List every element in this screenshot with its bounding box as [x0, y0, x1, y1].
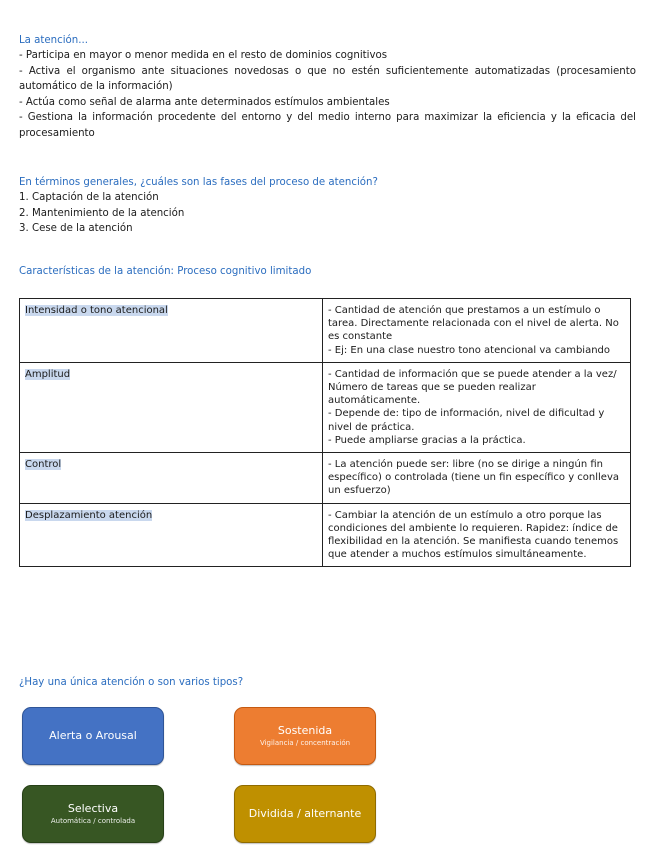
- table-row: [20, 362, 631, 452]
- row-label: Desplazamiento atención: [25, 509, 153, 521]
- section-heading: Características de la atención: Proceso cognitivo limitado: [19, 266, 312, 277]
- row-label: Control: [25, 459, 62, 471]
- attention-type-alerta-box: [22, 707, 164, 765]
- row-description-cell: [323, 453, 631, 504]
- box-title: Sostenida: [277, 724, 333, 737]
- row-description-cell: [323, 503, 631, 567]
- bullet-line: - Activa el organismo ante situaciones novedosas o que no estén suficientemente automatizadas (procesamiento automático de la información): [19, 65, 636, 92]
- table-row: [20, 299, 631, 363]
- attention-type-selectiva-box: [22, 785, 164, 843]
- section-heading: En términos generales, ¿cuáles son las fases del proceso de atención?: [19, 177, 378, 188]
- list-item: 1. Captación de la atención: [19, 192, 159, 203]
- list-item: 2. Mantenimiento de la atención: [19, 207, 185, 219]
- row-label-cell: [20, 299, 323, 363]
- bullet-line: - Actúa como señal de alarma ante determinados estímulos ambientales: [19, 96, 390, 108]
- description-line: - Ej: En una clase nuestro tono atencional va cambiando: [328, 344, 611, 356]
- list-item: 3. Cese de la atención: [19, 223, 133, 234]
- row-label: Amplitud: [25, 368, 71, 380]
- section-heading: La atención...: [19, 35, 88, 46]
- description-line: - Cantidad de atención que prestamos a un estímulo o tarea. Directamente relacionada con el nivel de alerta. No es constante: [328, 305, 619, 343]
- box-title: Selectiva: [67, 802, 119, 815]
- bullet-line: - Gestiona la información procedente del entorno y del medio interno para maximizar la eficiencia y la eficacia del procesamiento: [19, 112, 636, 139]
- section-characteristics: [19, 265, 636, 279]
- table-row: [20, 453, 631, 504]
- row-label-cell: [20, 362, 323, 452]
- description-line: - La atención puede ser: libre (no se dirige a ningún fin específico) o controlada (tiene un fin específico y conlleva un esfuerzo): [328, 459, 620, 497]
- box-title: Alerta o Arousal: [49, 729, 137, 742]
- section-attention-intro: [19, 34, 636, 141]
- description-line: - Depende de: tipo de información, nivel de dificultad y nivel de práctica.: [328, 408, 605, 433]
- bullet-line: - Participa en mayor o menor medida en el resto de dominios cognitivos: [19, 50, 388, 61]
- box-subtitle: Vigilancia / concentración: [259, 739, 351, 747]
- box-title: Dividida / alternante: [248, 807, 362, 820]
- attention-type-dividida-box: [234, 785, 376, 843]
- row-description-cell: [323, 299, 631, 363]
- table-row: [20, 503, 631, 567]
- row-label-cell: [20, 453, 323, 504]
- row-label-cell: [20, 503, 323, 567]
- description-line: - Puede ampliarse gracias a la práctica.: [328, 434, 526, 446]
- row-description-cell: [323, 362, 631, 452]
- box-subtitle: Automática / controlada: [50, 817, 136, 825]
- description-line: - Cambiar la atención de un estímulo a otro porque las condiciones del ambiente lo requieren. Rapidez: índice de flexibilidad en la atención. Se manifiesta cuando tenemos que atender a muchos estímulos simultáneamente.: [328, 509, 619, 561]
- description-line: - Cantidad de información que se puede atender a la vez/ Número de tareas que se pueden realizar automáticamente.: [328, 368, 617, 407]
- attention-type-sostenida-box: [234, 707, 376, 765]
- characteristics-table: [19, 298, 631, 567]
- section-attention-phases: [19, 176, 636, 237]
- section-heading-attention-types: ¿Hay una única atención o son varios tipos?: [19, 677, 244, 688]
- row-label: Intensidad o tono atencional: [25, 305, 168, 316]
